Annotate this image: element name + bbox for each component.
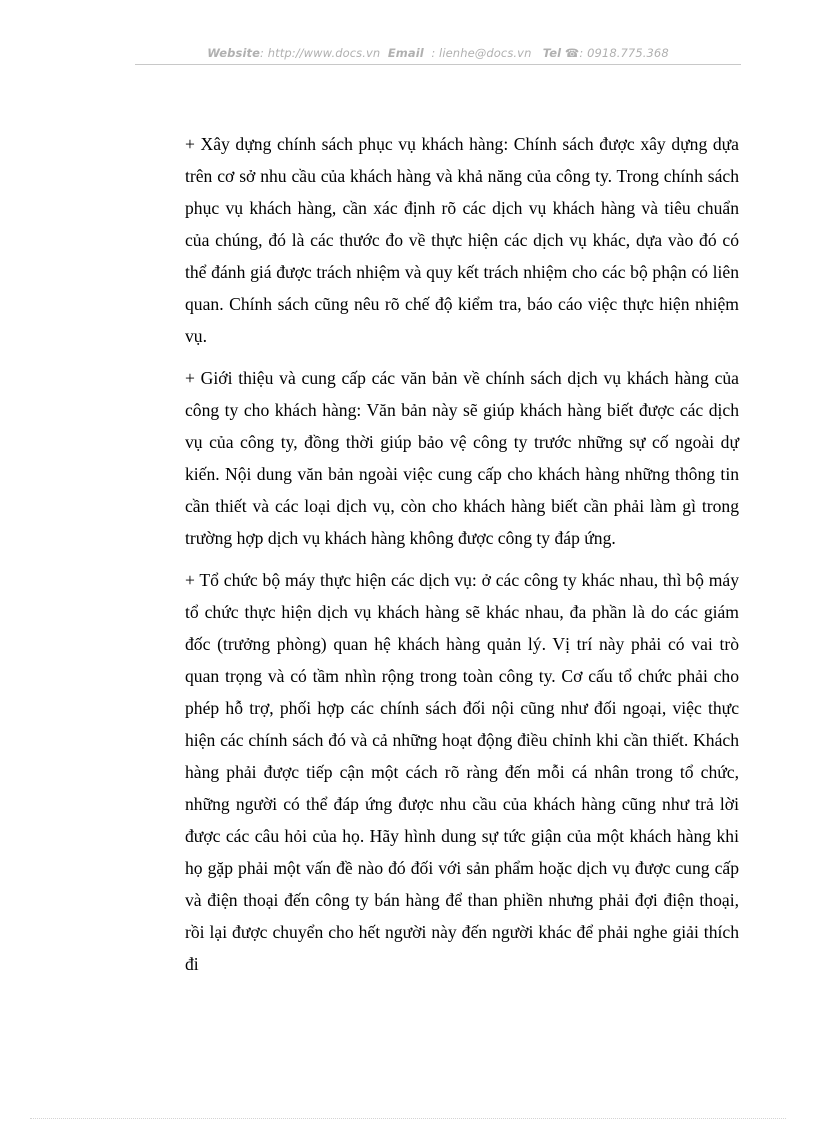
paragraph-service-organization: + Tổ chức bộ máy thực hiện các dịch vụ: ở các công ty khác nhau, thì bộ máy tổ chức thực hiện dịch vụ khách hàng sẽ khác nhau, đa phần là do các giám đốc (trưởng phòng) quan hệ khách hàng quản lý. Vị trí này phải có vai trò quan trọng và có tầm nhìn rộng trong toàn công ty. Cơ cấu tổ chức phải cho phép hỗ trợ, phối hợp các chính sách đối nội cũng như đối ngoại, việc thực hiện các chính sách đó và cả những hoạt động điều chỉnh khi cần thiết. Khách hàng phải được tiếp cận một cách rõ ràng đến mỗi cá nhân trong tổ chức, những người có thể đáp ứng được nhu cầu của khách hàng cũng như trả lời được các câu hỏi của họ. Hãy hình dung sự tức giận của một khách hàng khi họ gặp phải một vấn đề nào đó đối với sản phẩm hoặc dịch vụ được cung cấp và điện thoại đến công ty bán hàng để than phiền nhưng phải đợi điện thoại, rồi lại được chuyển cho hết người này đến người khác để phải nghe giải thích đi bbox=[185, 570, 739, 974]
footer-divider bbox=[30, 1118, 786, 1119]
website-label: Website bbox=[207, 46, 260, 60]
page-header bbox=[135, 46, 741, 60]
tel-value: ☎: 0918.775.368 bbox=[564, 46, 669, 60]
paragraph-customer-service-policy: + Xây dựng chính sách phục vụ khách hàng: Chính sách được xây dựng dựa trên cơ sở nhu cầu của khách hàng và khả năng của công ty. Trong chính sách phục vụ khách hàng, cần xác định rõ các dịch vụ khách hàng và tiêu chuẩn của chúng, đó là các thước đo về thực hiện các dịch vụ khác, dựa vào đó có thể đánh giá được trách nhiệm và quy kết trách nhiệm cho các bộ phận có liên quan. Chính sách cũng nêu rõ chế độ kiểm tra, báo cáo việc thực hiện nhiệm vụ. bbox=[185, 134, 739, 346]
website-value: : http://www.docs.vn bbox=[260, 46, 381, 60]
email-label: Email bbox=[387, 46, 424, 60]
header-divider bbox=[135, 64, 741, 65]
email-value: : lienhe@docs.vn bbox=[431, 46, 532, 60]
document-body bbox=[185, 128, 739, 990]
paragraph-policy-documents: + Giới thiệu và cung cấp các văn bản về chính sách dịch vụ khách hàng của công ty cho khách hàng: Văn bản này sẽ giúp khách hàng biết được các dịch vụ của công ty, đồng thời giúp bảo vệ công ty trước những sự cố ngoài dự kiến. Nội dung văn bản ngoài việc cung cấp cho khách hàng những thông tin cần thiết và các loại dịch vụ, còn cho khách hàng biết cần phải làm gì trong trường hợp dịch vụ khách hàng không được công ty đáp ứng. bbox=[185, 368, 739, 548]
tel-label: Tel bbox=[542, 46, 562, 60]
